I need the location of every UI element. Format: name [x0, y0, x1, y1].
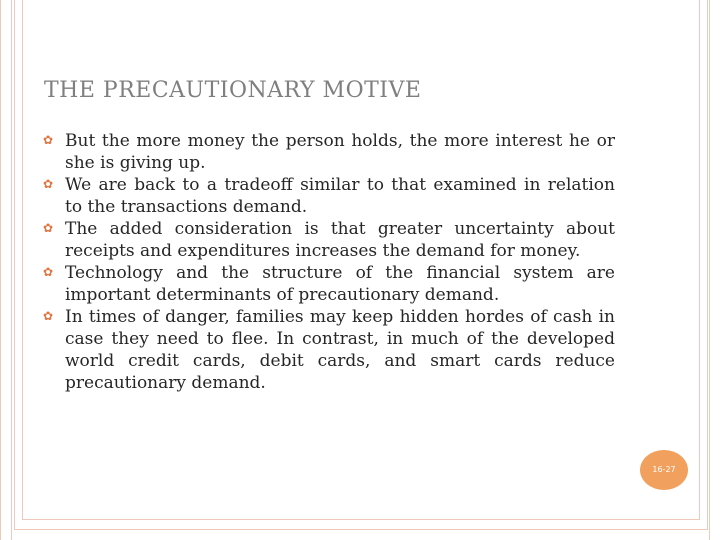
fleur-icon: ✿ — [43, 309, 54, 323]
bullet-text: We are back to a tradeoff similar to that examined in relation to the transactions demand. — [65, 175, 615, 217]
bullet-text: Technology and the structure of the financial system are important determinants of precautionary demand. — [65, 263, 615, 305]
slide-title: THE PRECAUTIONARY MOTIVE — [44, 78, 422, 103]
fleur-icon: ✿ — [43, 133, 54, 147]
fleur-icon: ✿ — [43, 177, 54, 191]
bullet-item — [40, 218, 615, 262]
bullet-list — [40, 130, 615, 394]
bullet-item — [40, 262, 615, 306]
bullet-item — [40, 130, 615, 174]
bullet-item — [40, 306, 615, 394]
bullet-text: In times of danger, families may keep hidden hordes of cash in case they need to flee. In contrast, in much of the developed world credit cards, debit cards, and smart cards reduce precautionary demand. — [65, 307, 615, 393]
bullet-item — [40, 174, 615, 218]
fleur-icon: ✿ — [43, 265, 54, 279]
bullet-text: But the more money the person holds, the more interest he or she is giving up. — [65, 131, 615, 173]
bullet-text: The added consideration is that greater uncertainty about receipts and expenditures increases the demand for money. — [65, 219, 615, 261]
frame-right-border — [709, 0, 720, 540]
fleur-icon: ✿ — [43, 221, 54, 235]
page-number-badge: 16-27 — [640, 450, 688, 490]
frame-left-border — [0, 0, 12, 540]
